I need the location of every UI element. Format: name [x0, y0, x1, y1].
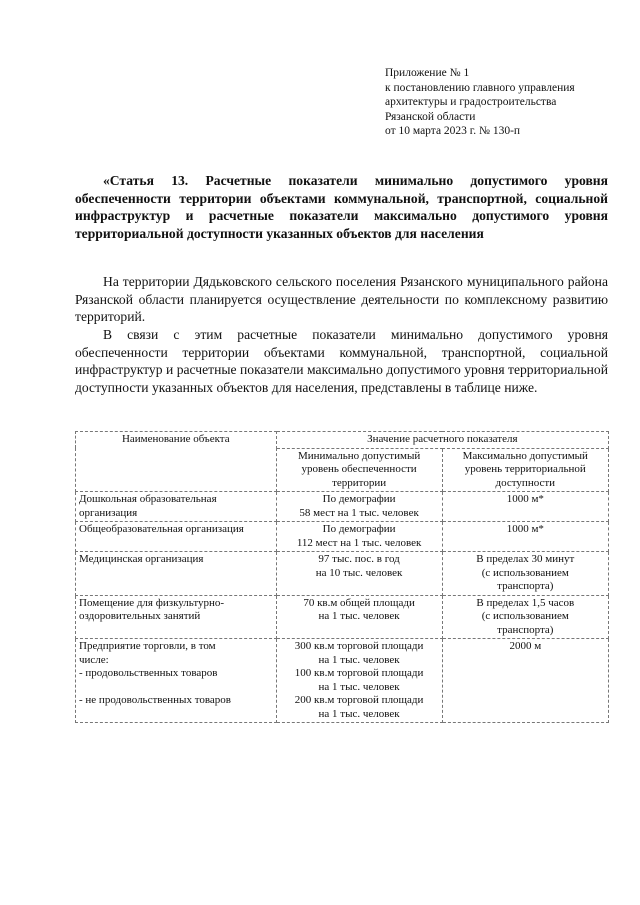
- table-row: [76, 492, 609, 522]
- cell-line: (с использованием: [481, 610, 569, 622]
- table-row: [76, 595, 609, 639]
- header-max-level: Максимально допустимый уровень территориальной доступности: [442, 448, 608, 492]
- table-body: [76, 492, 609, 723]
- max-level-cell: [442, 552, 608, 596]
- max-level-cell: [442, 595, 608, 639]
- table-row: [76, 552, 609, 596]
- object-name-cell: [76, 522, 277, 552]
- min-level-cell: [276, 639, 442, 723]
- cell-line: 58 мест на 1 тыс. человек: [299, 506, 419, 519]
- cell-line: на 1 тыс. человек: [318, 653, 400, 666]
- header-object-name: Наименование объекта: [76, 432, 277, 492]
- min-level-cell: [276, 595, 442, 639]
- indicators-table: [75, 431, 609, 723]
- cell-line: В пределах 30 минут: [476, 553, 575, 565]
- header-min-level: Минимально допустимый уровень обеспеченности территории: [276, 448, 442, 492]
- paragraph: В связи с этим расчетные показатели минимально допустимого уровня обеспеченности территории объектами коммунальной, транспортной, социальной инфраструктур и расчетные показатели максимально допустимого уровня территориальной доступности указанных объектов для населения, представлены в таблице ниже.: [75, 327, 608, 395]
- appendix-block: [385, 66, 630, 139]
- cell-line: на 1 тыс. человек: [318, 610, 400, 622]
- table-row: [76, 522, 609, 552]
- appendix-line: от 10 марта 2023 г. № 130-п: [385, 125, 521, 137]
- cell-line: Общеобразовательная организация: [79, 523, 244, 535]
- cell-line: 112 мест на 1 тыс. человек: [296, 536, 422, 549]
- cell-line: Помещение для физкультурно-: [79, 596, 225, 609]
- appendix-line: Рязанской области: [385, 110, 476, 123]
- cell-line: 1000 м*: [506, 493, 544, 505]
- min-level-cell: [276, 492, 442, 522]
- object-name-cell: [76, 639, 277, 723]
- header-indicator-value: Значение расчетного показателя: [276, 432, 608, 449]
- cell-line: Предприятие торговли, в том: [79, 640, 216, 652]
- cell-line: 1000 м*: [506, 523, 544, 535]
- cell-line: В пределах 1,5 часов: [476, 596, 575, 609]
- cell-line: транспорта): [497, 580, 554, 592]
- table-row: [76, 639, 609, 723]
- cell-line: - продовольственных товаров: [79, 667, 218, 679]
- paragraph: На территории Дядьковского сельского поселения Рязанского муниципального района Рязанской области планируется осуществление деятельности по комплексному развитию территорий.: [75, 274, 608, 325]
- cell-line: - не продовольственных товаров: [79, 694, 231, 706]
- cell-line: транспорта): [497, 623, 554, 636]
- cell-line: По демографии: [322, 493, 396, 505]
- cell-line: 97 тыс. пос. в год: [318, 553, 400, 565]
- cell-line: 200 кв.м торговой площади: [294, 694, 424, 706]
- appendix-line: Приложение № 1: [385, 67, 470, 79]
- max-level-cell: [442, 639, 608, 723]
- cell-line: на 10 тыс. человек: [315, 566, 403, 579]
- cell-line: 100 кв.м торговой площади: [294, 667, 424, 679]
- cell-line: 70 кв.м общей площади: [303, 596, 415, 609]
- object-name-cell: [76, 595, 277, 639]
- object-name-cell: [76, 552, 277, 596]
- cell-line: [79, 681, 273, 695]
- cell-line: По демографии: [322, 523, 396, 535]
- appendix-line: архитектуры и градостроительства: [385, 96, 557, 108]
- appendix-line: к постановлению главного управления: [385, 81, 575, 94]
- cell-line: 300 кв.м торговой площади: [294, 640, 424, 652]
- min-level-cell: [276, 522, 442, 552]
- cell-line: Дошкольная образовательная организация: [79, 493, 217, 519]
- cell-line: Медицинская организация: [79, 553, 204, 565]
- cell-line: оздоровительных занятий: [79, 610, 201, 622]
- object-name-cell: [76, 492, 277, 522]
- cell-line: на 1 тыс. человек: [318, 707, 400, 720]
- article-title: «Статья 13. Расчетные показатели минимально допустимого уровня обеспеченности территории объектами коммунальной, транспортной, социальной инфраструктур и расчетные показатели максимально допустимого уровня территориальной доступности указанных объектов для населения: [75, 173, 608, 241]
- cell-line: числе:: [79, 653, 109, 666]
- cell-line: (с использованием: [481, 566, 569, 579]
- max-level-cell: [442, 492, 608, 522]
- max-level-cell: [442, 522, 608, 552]
- min-level-cell: [276, 552, 442, 596]
- cell-line: 2000 м: [509, 640, 542, 652]
- cell-line: на 1 тыс. человек: [318, 680, 400, 693]
